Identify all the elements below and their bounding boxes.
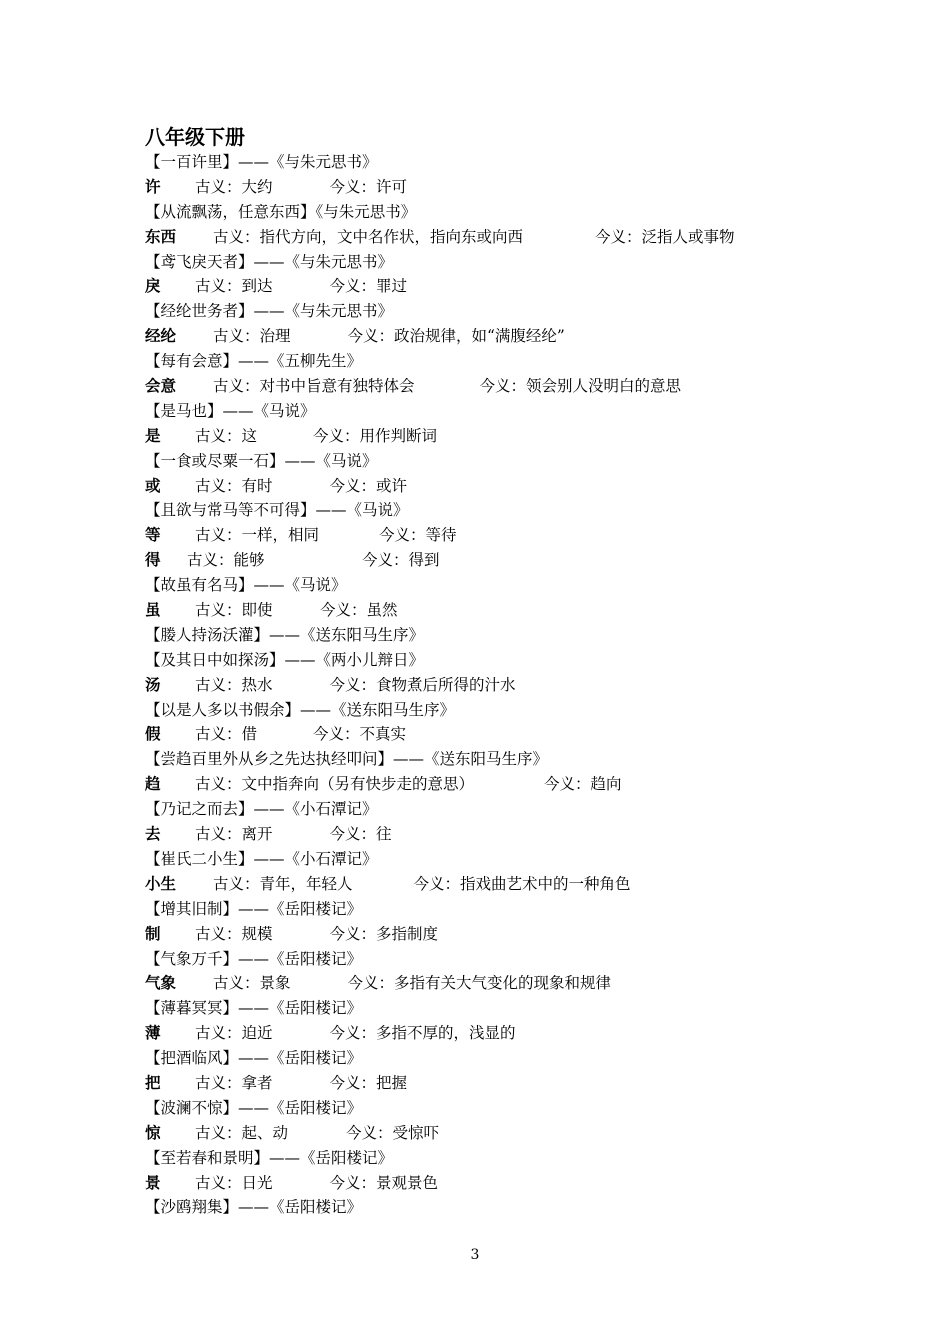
definition-line xyxy=(145,1171,905,1196)
modern-meaning: 今义：用作判断词 xyxy=(313,426,438,445)
source-text: 【媵人持汤沃灌】——《送东阳马生序》 xyxy=(145,625,425,644)
modern-meaning: 今义：得到 xyxy=(362,551,440,570)
source-line xyxy=(145,573,905,598)
term: 会意 xyxy=(145,376,177,396)
source-text: 【把酒临风】——《岳阳楼记》 xyxy=(145,1049,363,1068)
source-line xyxy=(145,623,905,648)
ancient-meaning: 古义：一样，相同 xyxy=(195,526,320,545)
modern-meaning: 今义：政治规律，如“满腹经纶” xyxy=(347,327,565,346)
source-line xyxy=(145,847,905,872)
term: 惊 xyxy=(145,1122,161,1142)
term: 戾 xyxy=(145,276,161,296)
definition-line xyxy=(145,225,905,250)
ancient-meaning: 古义：到达 xyxy=(195,277,273,296)
definition-line xyxy=(145,822,905,847)
ancient-meaning: 古义：这 xyxy=(195,426,258,445)
modern-meaning: 今义：受惊吓 xyxy=(346,1123,440,1142)
definition-line xyxy=(145,523,905,548)
source-line xyxy=(145,996,905,1021)
term: 等 xyxy=(145,525,161,545)
definition-line xyxy=(145,722,905,747)
modern-meaning: 今义：把握 xyxy=(329,1073,408,1092)
source-line xyxy=(145,349,905,374)
definition-line xyxy=(145,872,905,897)
source-line xyxy=(145,250,905,275)
modern-meaning: 今义：趋向 xyxy=(544,775,622,794)
modern-meaning: 今义：等待 xyxy=(379,526,457,545)
source-line xyxy=(145,797,905,822)
term: 去 xyxy=(145,824,161,844)
term: 假 xyxy=(145,724,161,744)
ancient-meaning: 古义：规模 xyxy=(195,924,273,943)
ancient-meaning: 古义：借 xyxy=(195,725,258,744)
page-title: 八年级下册 xyxy=(145,125,245,149)
ancient-meaning: 古义：大约 xyxy=(195,177,273,196)
source-text: 【崔氏二小生】——《小石潭记》 xyxy=(145,849,378,868)
modern-meaning: 今义：泛指人或事物 xyxy=(595,227,735,246)
source-text: 【乃记之而去】——《小石潭记》 xyxy=(145,800,378,819)
definition-line xyxy=(145,474,905,499)
source-text: 【经纶世务者】——《与朱元思书》 xyxy=(145,302,394,321)
source-text: 【一百许里】——《与朱元思书》 xyxy=(145,153,378,171)
definition-line xyxy=(145,971,905,996)
definition-line xyxy=(145,274,905,299)
term: 气象 xyxy=(145,973,177,993)
term: 虽 xyxy=(145,600,161,620)
source-line xyxy=(145,947,905,972)
term: 把 xyxy=(145,1072,161,1092)
source-text: 【故虽有名马】——《马说》 xyxy=(145,576,347,595)
term: 许 xyxy=(145,176,161,196)
source-text: 【波澜不惊】——《岳阳楼记》 xyxy=(145,1098,363,1117)
term: 或 xyxy=(145,475,161,495)
modern-meaning: 今义：罪过 xyxy=(329,277,408,296)
ancient-meaning: 古义：离开 xyxy=(195,825,273,844)
definition-line xyxy=(145,374,905,399)
source-text: 【增其旧制】——《岳阳楼记》 xyxy=(145,899,363,918)
source-line xyxy=(145,1146,905,1171)
source-line xyxy=(145,150,905,175)
page-number: 3 xyxy=(470,1247,480,1263)
modern-meaning: 今义：许可 xyxy=(329,177,408,196)
definition-line xyxy=(145,1121,905,1146)
ancient-meaning: 古义：有时 xyxy=(195,476,273,495)
modern-meaning: 今义：或许 xyxy=(329,476,408,495)
modern-meaning: 今义：虽然 xyxy=(320,601,398,620)
modern-meaning: 今义：领会别人没明白的意思 xyxy=(479,377,682,396)
source-text: 【沙鸥翔集】——《岳阳楼记》 xyxy=(145,1198,363,1217)
modern-meaning: 今义：景观景色 xyxy=(329,1173,439,1192)
ancient-meaning: 古义：文中指奔向（另有快步走的意思） xyxy=(195,775,475,794)
modern-meaning: 今义：食物煮后所得的汁水 xyxy=(329,675,516,694)
term: 趋 xyxy=(145,774,161,794)
term: 汤 xyxy=(145,674,161,694)
ancient-meaning: 古义：日光 xyxy=(195,1173,273,1192)
source-text: 【是马也】——《马说》 xyxy=(145,401,316,420)
ancient-meaning: 古义：热水 xyxy=(195,675,273,694)
source-line xyxy=(145,399,905,424)
source-line xyxy=(145,449,905,474)
entry-list xyxy=(145,150,905,1220)
source-text: 【以是人多以书假余】——《送东阳马生序》 xyxy=(145,700,456,719)
definition-line xyxy=(145,673,905,698)
definition-line xyxy=(145,324,905,349)
source-line xyxy=(145,200,905,225)
source-text: 【气象万千】——《岳阳楼记》 xyxy=(145,949,363,968)
modern-meaning: 今义：多指有关大气变化的现象和规律 xyxy=(347,974,612,993)
term: 是 xyxy=(145,425,161,445)
definition-line xyxy=(145,548,905,573)
source-line xyxy=(145,1195,905,1220)
definition-line xyxy=(145,424,905,449)
source-text: 【从流飘荡，任意东西】《与朱元思书》 xyxy=(145,202,417,221)
source-text: 【且欲与常马等不可得】——《马说》 xyxy=(145,501,409,520)
ancient-meaning: 古义：起、动 xyxy=(195,1123,289,1142)
ancient-meaning: 古义：景象 xyxy=(213,974,291,993)
source-line xyxy=(145,648,905,673)
definition-line xyxy=(145,922,905,947)
term: 东西 xyxy=(145,226,177,246)
modern-meaning: 今义：多指不厚的，浅显的 xyxy=(329,1024,516,1043)
source-line xyxy=(145,299,905,324)
ancient-meaning: 古义：治理 xyxy=(213,327,291,346)
definition-line xyxy=(145,175,905,200)
source-line xyxy=(145,747,905,772)
source-text: 【每有会意】——《五柳先生》 xyxy=(145,352,363,371)
term: 制 xyxy=(145,923,161,943)
source-text: 【鸢飞戾天者】——《与朱元思书》 xyxy=(145,252,394,271)
source-line xyxy=(145,1096,905,1121)
source-text: 【薄暮冥冥】——《岳阳楼记》 xyxy=(145,999,363,1018)
definition-line xyxy=(145,1021,905,1046)
source-text: 【尝趋百里外从乡之先达执经叩问】——《送东阳马生序》 xyxy=(145,750,549,769)
ancient-meaning: 古义：即使 xyxy=(195,601,273,620)
term: 小生 xyxy=(145,873,177,893)
ancient-meaning: 古义：指代方向，文中名作状，指向东或向西 xyxy=(213,227,524,246)
term: 得 xyxy=(145,550,161,570)
modern-meaning: 今义：往 xyxy=(329,825,392,844)
source-text: 【至若春和景明】——《岳阳楼记》 xyxy=(145,1148,394,1167)
source-line xyxy=(145,498,905,523)
modern-meaning: 今义：指戏曲艺术中的一种角色 xyxy=(413,874,631,893)
definition-line xyxy=(145,598,905,623)
ancient-meaning: 古义：迫近 xyxy=(195,1024,273,1043)
ancient-meaning: 古义：青年，年轻人 xyxy=(213,874,353,893)
ancient-meaning: 古义：拿者 xyxy=(195,1073,273,1092)
source-line xyxy=(145,698,905,723)
definition-line xyxy=(145,772,905,797)
term: 薄 xyxy=(145,1023,161,1043)
source-text: 【一食或尽粟一石】——《马说》 xyxy=(145,451,378,470)
ancient-meaning: 古义：能够 xyxy=(187,551,265,570)
term: 景 xyxy=(145,1172,161,1192)
modern-meaning: 今义：多指制度 xyxy=(329,924,439,943)
source-text: 【及其日中如探汤】——《两小儿辩日》 xyxy=(145,650,425,669)
source-line xyxy=(145,897,905,922)
term: 经纶 xyxy=(145,326,177,346)
modern-meaning: 今义：不真实 xyxy=(313,725,407,744)
source-line xyxy=(145,1046,905,1071)
ancient-meaning: 古义：对书中旨意有独特体会 xyxy=(213,377,415,396)
definition-line xyxy=(145,1071,905,1096)
